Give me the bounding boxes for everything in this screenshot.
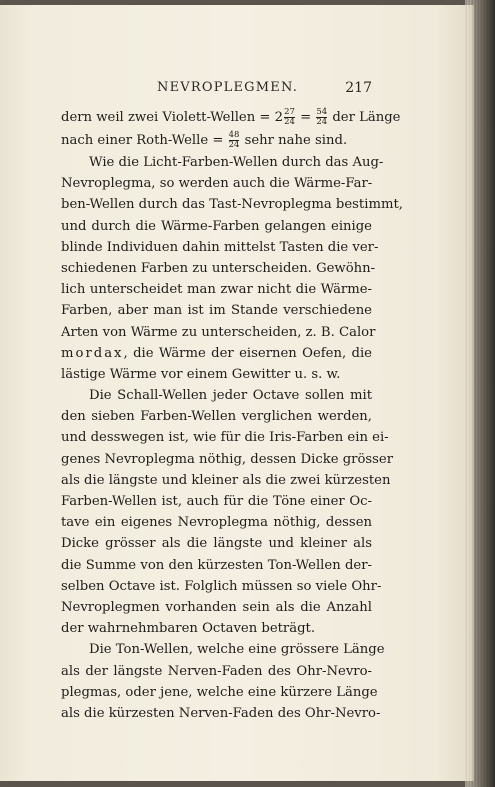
text-line-3: Wie die Licht-Farben-Wellen durch das Aug- xyxy=(89,155,384,170)
line-12-rest: , die Wärme der eisernen Oefen, die xyxy=(123,345,372,361)
fraction-27-24 xyxy=(284,108,295,127)
text-line-29: als die kürzesten Nerven-Faden des Ohr-Nevro- xyxy=(61,705,381,721)
text-line-13: lästige Wärme vor einem Gewitter u. s. w. xyxy=(61,366,341,382)
text-line-15: den sieben Farben-Wellen verglichen werden, xyxy=(61,409,372,425)
text-line-14: Die Schall-Wellen jeder Octave sollen mit xyxy=(89,388,372,404)
fraction-54-24 xyxy=(316,108,327,127)
page-number: 217 xyxy=(345,80,372,96)
line-2-part-a: nach einer Roth-Welle = xyxy=(61,133,228,148)
text-line-10: Farben, aber man ist im Stande verschiedene xyxy=(61,303,372,319)
body-text xyxy=(61,106,403,724)
text-line-7: blinde Individuen dahin mittelst Tasten die ver- xyxy=(61,239,379,255)
text-line-20: tave ein eigenes Nevroplegma nöthig, dessen xyxy=(61,515,372,531)
text-line-22: die Summe von den kürzesten Ton-Wellen der- xyxy=(61,557,372,573)
fraction-denominator: 24 xyxy=(284,117,295,127)
spaced-term: mordax xyxy=(61,345,124,361)
text-line-5: ben-Wellen durch das Tast-Nevroplegma bestimmt, xyxy=(61,197,403,213)
text-line-26: Die Ton-Wellen, welche eine grössere Länge xyxy=(89,642,385,658)
running-title: NEVROPLEGMEN. xyxy=(157,80,299,95)
text-line-12 xyxy=(61,343,372,364)
fraction-numerator: 54 xyxy=(316,107,328,117)
text-line-1 xyxy=(61,106,401,129)
text-line-16: und desswegen ist, wie für die Iris-Farben ein ei- xyxy=(61,430,389,446)
text-line-23: selben Octave ist. Folglich müssen so viele Ohr- xyxy=(61,578,382,594)
text-line-17: genes Nevroplegma nöthig, dessen Dicke grösser xyxy=(61,451,394,467)
text-line-18: als die längste und kleiner als die zwei kürzesten xyxy=(61,472,391,488)
fraction-denominator: 24 xyxy=(316,117,328,127)
text-line-24: Nevroplegmen vorhanden sein als die Anzahl xyxy=(61,599,372,615)
fraction-numerator: 48 xyxy=(228,130,240,140)
line-2-part-b: sehr nahe sind. xyxy=(240,133,348,148)
text-line-8: schiedenen Farben zu unterscheiden. Gewöhn- xyxy=(61,260,376,276)
text-line-6: und durch die Wärme-Farben gelangen einige xyxy=(61,218,372,234)
text-line-4: Nevroplegma, so werden auch die Wärme-Far- xyxy=(61,176,373,192)
line-1-part-c: der Länge xyxy=(328,110,401,125)
text-line-27: als der längste Nerven-Faden des Ohr-Nevro- xyxy=(61,663,372,679)
line-1-part-a: dern weil zwei Violett-Wellen = 2 xyxy=(61,110,284,125)
fraction-48-24 xyxy=(229,131,240,150)
text-line-21: Dicke grösser als die längste und kleiner als xyxy=(61,536,372,552)
text-line-11: Arten von Wärme zu unterscheiden, z. B. Calor xyxy=(61,324,376,340)
text-line-28: plegmas, oder jene, welche eine kürzere Länge xyxy=(61,684,378,700)
binding-shadow xyxy=(470,0,495,787)
text-line-2 xyxy=(61,129,372,152)
page-header xyxy=(57,80,372,102)
text-line-19: Farben-Wellen ist, auch für die Töne einer Oc- xyxy=(61,494,372,509)
fraction-denominator: 24 xyxy=(228,140,240,150)
text-line-25: der wahrnehmbaren Octaven beträgt. xyxy=(61,621,316,637)
line-1-part-b: = xyxy=(295,110,316,125)
fraction-numerator: 27 xyxy=(284,107,295,117)
text-line-9: lich unterscheidet man zwar nicht die Wärme- xyxy=(61,282,372,298)
